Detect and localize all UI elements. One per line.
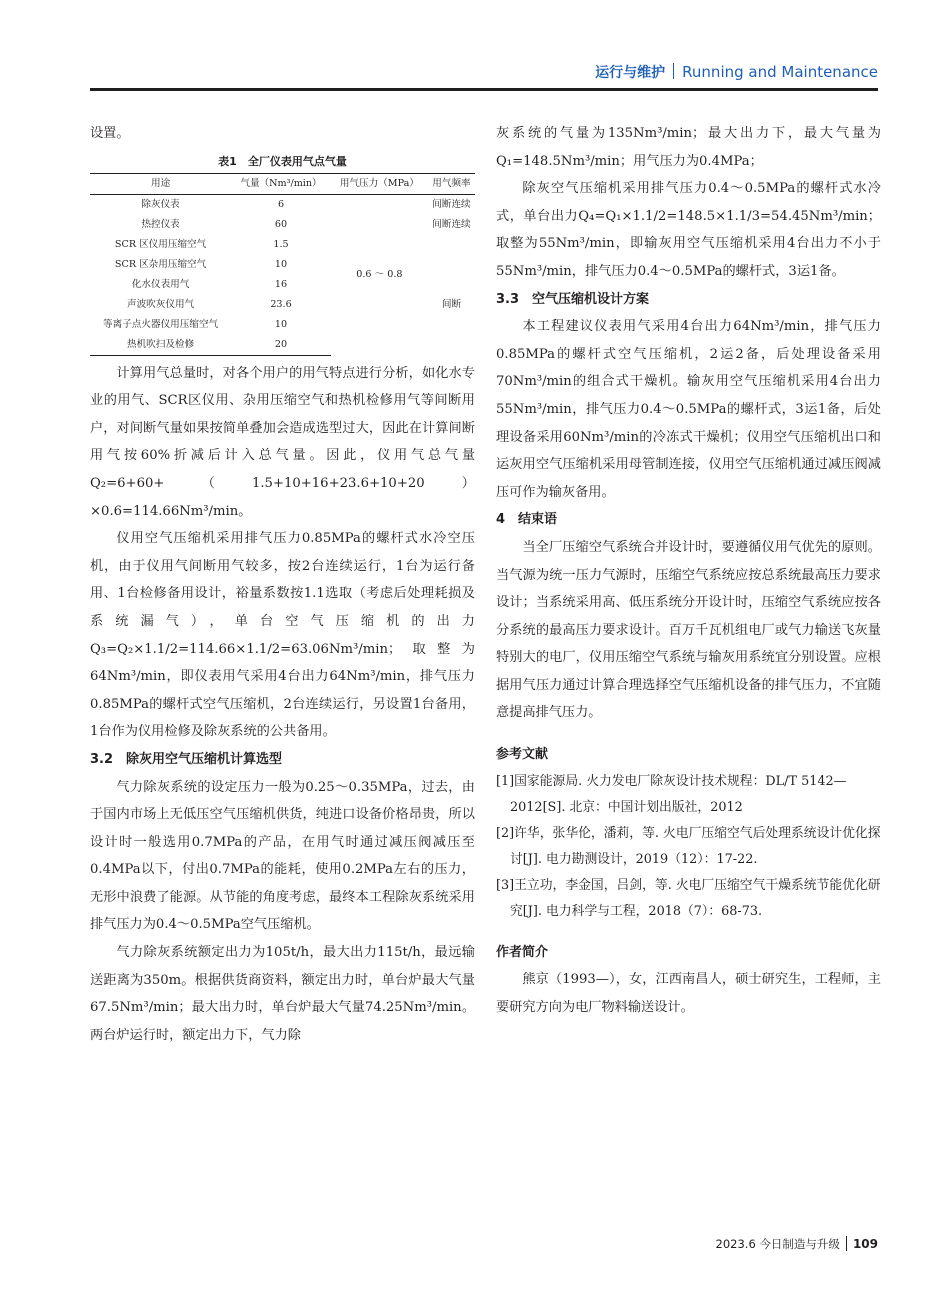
paragraph: 当全厂压缩空气系统合并设计时，要遵循仪用气优先的原则。当气源为统一压力气源时，压缩空气系统应按总系统最高压力要求设计；当系统采用高、低压系统分开设计时，压缩空气系统应按各分系统的最高压力要求设计。百万千瓦机组电厂或气力输送飞灰量特别大的电厂，仪用压缩空气系统与输灰用系统宜分别设置。应根据用气压力通过计算合理选择空气压缩机设备的排气压力，不宜随意提高排气压力。	[496, 539, 881, 721]
paragraph: 气力除灰系统的设定压力一般为0.25～0.35MPa，过去，由于国内市场上无低压空气压缩机供货，纯进口设备价格昂贵，所以设计时一般选用0.7MPa的产品，在用气时通过减压阀减压至0.4MPa以下，付出0.7MPa的能耗，使用0.2MPa左右的压力，无形中浪费了能源。从节能的角度考虑，最终本工程除灰系统采用排气压力为0.4～0.5MPa空气压缩机。	[90, 779, 475, 933]
section-title-cn: 运行与维护	[595, 65, 666, 81]
table-cell: 60	[274, 218, 288, 230]
header-rule	[90, 88, 878, 91]
section-title-en: Running and Maintenance	[682, 63, 878, 81]
table-cell-frequency: 间断连续	[432, 218, 471, 230]
paragraph: 灰系统的气量为135Nm³/min；最大出力下，最大气量为Q₁=148.5Nm³/min；用气压力为0.4MPa；	[496, 126, 881, 169]
table-cell: 1.5	[273, 238, 289, 250]
table-header: 用途	[90, 173, 231, 194]
reference-item: [3]王立功，李金国，吕剑，等. 火电厂压缩空气干燥系统节能优化研究[J]. 电力科学与工程，2018（7）：68-73.	[496, 877, 881, 919]
author-bio: 熊京（1993—），女，江西南昌人，硕士研究生，工程师，主要研究方向为电厂物料输送设计。	[496, 972, 881, 1015]
right-column	[496, 120, 881, 1021]
paragraph: 气力除灰系统额定出力为105t/h，最大出力115t/h，最远输送距离为350m。根据供货商资料，额定出力时，单台炉最大气量67.5Nm³/min；最大出力时，单台炉最大气量74.25Nm³/min。两台炉运行时，额定出力下，气力除	[90, 945, 475, 1043]
table-header: 气量（Nm³/min）	[231, 173, 331, 194]
section-heading: 3.2 除灰用空气压缩机计算选型	[90, 751, 283, 767]
references-list	[496, 769, 881, 925]
table-row	[90, 194, 475, 215]
table-cell: SCR 区仪用压缩空气	[114, 238, 207, 250]
paragraph: 设置。	[90, 126, 130, 141]
table-cell: 10	[274, 318, 288, 330]
table-cell: 等离子点火器仪用压缩空气	[103, 318, 219, 330]
section-heading: 3.3 空气压缩机设计方案	[496, 291, 650, 307]
running-header	[90, 62, 878, 86]
paragraph: 除灰空气压缩机采用排气压力0.4～0.5MPa的螺杆式水冷式，单台出力Q₄=Q₁×1.1/2=148.5×1.1/3=54.45Nm³/min；取整为55Nm³/min，即输灰用空气压缩机采用4台出力不小于55Nm³/min，排气压力0.4～0.5MPa的螺杆式，3运1备。	[496, 181, 881, 279]
paragraph: 本工程建议仪表用气采用4台出力64Nm³/min，排气压力0.85MPa的螺杆式空气压缩机，2运2备，后处理设备采用70Nm³/min的组合式干燥机。输灰用空气压缩机采用4台出力55Nm³/min，排气压力0.4～0.5MPa的螺杆式，3运1备，后处理设备采用60Nm³/min的冷冻式干燥机；仪用空气压缩机出口和运灰用空气压缩机采用母管制连接，仪用空气压缩机通过减压阀减压可作为输灰备用。	[496, 319, 881, 500]
table-cell: 化水仪表用气	[131, 278, 190, 290]
table-cell: 热控仪表	[141, 218, 180, 230]
table-cell: 声波吹灰仪用气	[127, 298, 195, 310]
table-cell: 除灰仪表	[141, 198, 180, 210]
table-cell-frequency: 间断连续	[432, 198, 471, 210]
table-cell: 20	[231, 335, 331, 356]
table-cell: 10	[274, 258, 288, 270]
header-divider	[673, 63, 674, 79]
table-cell: 热机吹扫及检修	[90, 335, 231, 356]
table-caption: 表1 全厂仪表用气点气量	[218, 154, 347, 168]
issue-date: 2023.6	[715, 1237, 756, 1251]
page-footer	[716, 1236, 878, 1252]
paragraph: 计算用气总量时，对各个用户的用气特点进行分析，如化水专业的用气、SCR区仪用、杂用压缩空气和热机检修用气等间断用户，对间断气量如果按简单叠加会造成选型过大，因此在计算间断用气按60%折减后计入总气量。因此，仪用气总气量Q₂=6+60+（1.5+10+16+23.6+10+20）×0.6=114.66Nm³/min。	[90, 365, 475, 519]
paragraph: 仪用空气压缩机采用排气压力0.85MPa的螺杆式水冷空压机，由于仪用气间断用气较多，按2台连续运行，1台为运行备用、1台检修备用设计，裕量系数按1.1选取（考虑后处理耗损及系统漏气），单台空气压缩机的出力Q₃=Q₂×1.1/2=114.66×1.1/2=63.06Nm³/min；取整为64Nm³/min，即仪表用气采用4台出力64Nm³/min，排气压力0.85MPa的螺杆式空气压缩机，2台连续运行，另设置1台备用，1台作为仪用检修及除灰系统的公共备用。	[90, 531, 475, 740]
left-column	[90, 120, 475, 1049]
gas-usage-table	[90, 173, 475, 356]
table-cell: 23.6	[270, 298, 292, 310]
reference-item: [2]许华，张华伦，潘莉，等. 火电厂压缩空气后处理系统设计优化探讨[J]. 电力勘测设计，2019（12）：17-22.	[496, 825, 881, 867]
footer-divider	[846, 1236, 847, 1251]
table-header: 用气频率	[428, 173, 475, 194]
references-heading: 参考文献	[496, 747, 549, 763]
section-heading: 4 结束语	[496, 512, 558, 528]
reference-item: [1]国家能源局. 火力发电厂除灰设计技术规程：DL/T 5142—2012[S]. 北京：中国计划出版社，2012	[496, 773, 847, 815]
author-heading: 作者简介	[496, 944, 549, 960]
table-cell: 16	[274, 278, 288, 290]
table-cell: SCR 区杂用压缩空气	[114, 258, 207, 270]
table-cell-frequency: 间断	[441, 298, 462, 310]
journal-name: 今日制造与升级	[759, 1237, 840, 1251]
table-cell-pressure: 0.6 ～ 0.8	[356, 268, 403, 280]
table-header: 用气压力（MPa）	[331, 173, 428, 194]
page-number: 109	[852, 1237, 878, 1251]
table-cell: 6	[277, 198, 285, 210]
